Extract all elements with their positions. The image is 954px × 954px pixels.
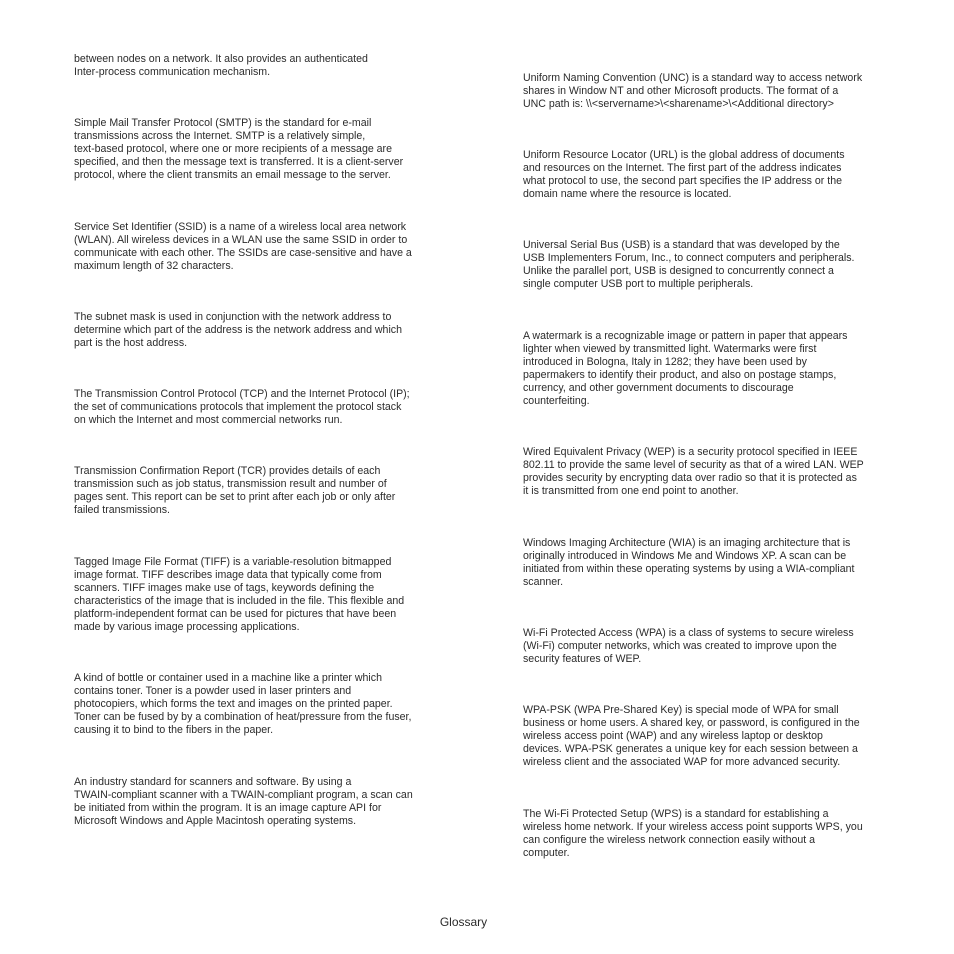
glossary-entry-wps: The Wi-Fi Protected Setup (WPS) is a standard for establishing a wireless home network. If your wireless access point supports WPS, you can configure the wireless network connection easily without a computer. [523,808,863,859]
glossary-entry-subnet-mask: The subnet mask is used in conjunction with the network address to determine which part of the address is the network address and which part is the host address. [74,311,402,349]
glossary-entry-wia: Windows Imaging Architecture (WIA) is an imaging architecture that is originally introduced in Windows Me and Windows XP. A scan can be initiated from within these operating systems by using a WIA-compliant scanner. [523,537,855,588]
glossary-entry-url: Uniform Resource Locator (URL) is the global address of documents and resources on the Internet. The first part of the address indicates what protocol to use, the second part specifies the IP address or the domain name where the resource is located. [523,149,845,200]
glossary-entry-twain: An industry standard for scanners and software. By using a TWAIN-compliant scanner with a TWAIN-compliant program, a scan can be initiated from within the program. It is an image capture API for Microsoft Windows and Apple Macintosh operating systems. [74,776,413,827]
glossary-entry-watermark: A watermark is a recognizable image or pattern in paper that appears lighter when viewed by transmitted light. Watermarks were first introduced in Bologna, Italy in 1282; they have been used by papermakers to identify their product, and also on postage stamps, currency, and other government documents to discourage counterfeiting. [523,330,848,407]
glossary-entry-wpa-psk: WPA-PSK (WPA Pre-Shared Key) is special mode of WPA for small business or home users. A shared key, or password, is configured in the wireless access point (WAP) and any wireless laptop or desktop devices. WPA-PSK generates a unique key for each session between a wireless client and the associated WAP for more advanced security. [523,704,860,768]
glossary-entry-wep: Wired Equivalent Privacy (WEP) is a security protocol specified in IEEE 802.11 to provide the same level of security as that of a wired LAN. WEP provides security by encrypting data over radio so that it is protected as it is transmitted from one end point to another. [523,446,864,497]
glossary-entry-wpa: Wi-Fi Protected Access (WPA) is a class of systems to secure wireless (Wi-Fi) computer networks, which was created to improve upon the security features of WEP. [523,627,854,665]
glossary-entry-tcp-ip: The Transmission Control Protocol (TCP) and the Internet Protocol (IP); the set of communications protocols that implement the protocol stack on which the Internet and most commercial networks run. [74,388,410,426]
glossary-entry-smtp: Simple Mail Transfer Protocol (SMTP) is the standard for e-mail transmissions across the Internet. SMTP is a relatively simple, text-based protocol, where one or more recipients of a message are specified, and then the message text is transferred. It is a client-server protocol, where the client transmits an email message to the server. [74,117,404,181]
glossary-entry-toner-cartridge: A kind of bottle or container used in a machine like a printer which contains toner. Toner is a powder used in laser printers and photocopiers, which forms the text and images on the printed paper. Toner can be fused by by a combination of heat/pressure from the fuser, causing it to bind to the fibers in the paper. [74,672,412,736]
glossary-entry-usb: Universal Serial Bus (USB) is a standard that was developed by the USB Implementers Forum, Inc., to connect computers and peripherals. Unlike the parallel port, USB is designed to concurrently connect a single computer USB port to multiple peripherals. [523,239,855,290]
glossary-entry-tiff: Tagged Image File Format (TIFF) is a variable-resolution bitmapped image format. TIFF describes image data that typically come from scanners. TIFF images make use of tags, keywords defining the characteristics of the image that is included in the file. This flexible and platform-independent format can be used for pictures that have been made by various image processing applications. [74,556,405,633]
glossary-entry-tcr: Transmission Confirmation Report (TCR) provides details of each transmission such as job status, transmission result and number of pages sent. This report can be set to print after each job or only after failed transmissions. [74,465,396,516]
glossary-entry-smb-continued: between nodes on a network. It also provides an authenticated Inter-process communication mechanism. [74,53,368,78]
glossary-entry-unc: Uniform Naming Convention (UNC) is a standard way to access network shares in Window NT and other Microsoft products. The format of a UNC path is: \\<servername>\<sharename>\<Additional directory> [523,72,863,110]
page-footer-label: Glossary [439,915,488,929]
glossary-entry-ssid: Service Set Identifier (SSID) is a name of a wireless local area network (WLAN). All wireless devices in a WLAN use the same SSID in order to communicate with each other. The SSIDs are case-sensitive and have a maximum length of 32 characters. [74,221,412,272]
